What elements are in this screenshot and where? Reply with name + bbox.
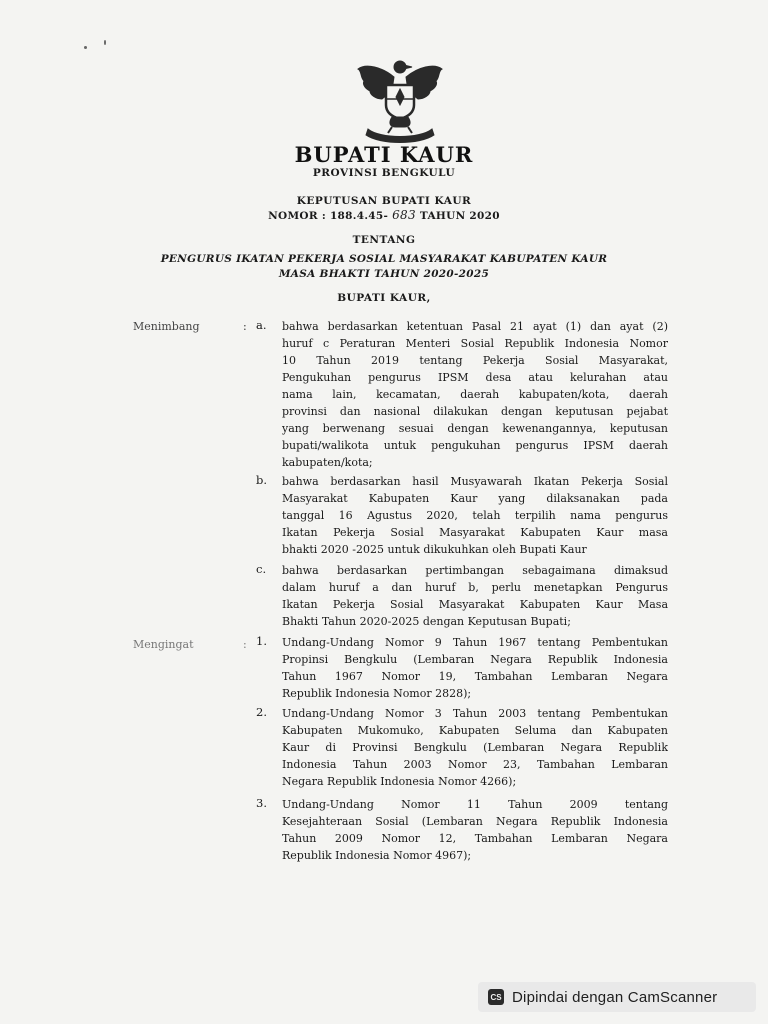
text-line: nama lain, kecamatan, daerah kabupaten/kota, daerah (282, 388, 668, 401)
text-line: Tahun 1967 Nomor 19, Tambahan Lembaran Negara (282, 670, 668, 683)
scan-speck (84, 46, 87, 49)
text-line: Republik Indonesia Nomor 2828); (282, 687, 472, 700)
regent-title: BUPATI KAUR (294, 142, 474, 167)
menimbang-colon: : (243, 320, 247, 333)
text-line: Masyarakat Kabupaten Kaur yang dilaksanakan pada (282, 492, 668, 505)
text-line: Bhakti Tahun 2020-2025 dengan Keputusan Bupati; (282, 615, 571, 628)
text-line: Ikatan Pekerja Sosial Masyarakat Kabupaten Kaur Masa (282, 598, 668, 611)
text-line: Undang-Undang Nomor 3 Tahun 2003 tentang Pembentukan (282, 707, 668, 720)
province-name: PROVINSI BENGKULU (312, 167, 456, 179)
decree-title: KEPUTUSAN BUPATI KAUR (296, 195, 472, 207)
camscanner-logo-icon: CS (488, 989, 504, 1005)
text-line: yang berwenang sesuai dengan kewenangannya, keputusan (282, 422, 668, 435)
decree-number-suffix: TAHUN 2020 (419, 210, 500, 222)
text-line: Undang-Undang Nomor 11 Tahun 2009 tentang (282, 798, 668, 811)
text-line: Indonesia Tahun 2003 Nomor 23, Tambahan Lembaran (282, 758, 668, 771)
text-line: Propinsi Bengkulu (Lembaran Negara Republik Indonesia (282, 653, 668, 666)
text-line: bahwa berdasarkan hasil Musyawarah Ikatan Pekerja Sosial (282, 475, 668, 488)
issuer-line: BUPATI KAUR, (337, 292, 431, 304)
text-line: bupati/walikota untuk pengukuhan pengurus IPSM daerah (282, 439, 668, 452)
camscanner-watermark (478, 982, 756, 1012)
text-line: kabupaten/kota; (282, 456, 373, 469)
item-marker: 3. (256, 796, 267, 810)
text-line: Pengukuhan pengurus IPSM desa atau kelurahan atau (282, 371, 668, 384)
scan-speck (104, 40, 106, 45)
text-line: tanggal 16 Agustus 2020, telah terpilih nama pengurus (282, 509, 668, 522)
text-line: 10 Tahun 2019 tentang Pekerja Sosial Masyarakat, (282, 354, 668, 367)
decree-number (0, 208, 768, 222)
text-line: bahwa berdasarkan pertimbangan sebagaimana dimaksud (282, 564, 668, 577)
text-line: Tahun 2009 Nomor 12, Tambahan Lembaran Negara (282, 832, 668, 845)
text-line: huruf c Peraturan Menteri Sosial Republik Indonesia Nomor (282, 337, 668, 350)
tentang-heading: TENTANG (352, 234, 416, 246)
text-line: Kaur di Provinsi Bengkulu (Lembaran Negara Republik (282, 741, 668, 754)
text-line: dalam huruf a dan huruf b, perlu menetapkan Pengurus (282, 581, 668, 594)
garuda-emblem-icon (352, 55, 448, 143)
mengingat-label: Mengingat (133, 638, 194, 651)
text-line: Negara Republik Indonesia Nomor 4266); (282, 775, 517, 788)
text-line: Ikatan Pekerja Sosial Masyarakat Kabupaten Kaur masa (282, 526, 668, 539)
mengingat-colon: : (243, 638, 247, 651)
subject-line-2: MASA BHAKTI TAHUN 2020-2025 (278, 268, 490, 280)
text-line: bhakti 2020 -2025 untuk dikukuhkan oleh Bupati Kaur (282, 543, 587, 556)
text-line: Republik Indonesia Nomor 4967); (282, 849, 472, 862)
text-line: Kabupaten Mukomuko, Kabupaten Seluma dan Kabupaten (282, 724, 668, 737)
text-line: bahwa berdasarkan ketentuan Pasal 21 ayat (1) dan ayat (2) (282, 320, 668, 333)
item-marker: c. (256, 562, 267, 576)
item-marker: 1. (256, 634, 267, 648)
item-marker: a. (256, 318, 267, 332)
item-marker: b. (256, 473, 268, 487)
text-line: provinsi dan nasional dilakukan dengan keputusan pejabat (282, 405, 668, 418)
camscanner-text: Dipindai dengan CamScanner (512, 988, 718, 1006)
text-line: Undang-Undang Nomor 9 Tahun 1967 tentang Pembentukan (282, 636, 668, 649)
item-marker: 2. (256, 705, 267, 719)
decree-number-prefix: NOMOR : 188.4.45- (268, 210, 389, 222)
menimbang-label: Menimbang (133, 320, 200, 333)
subject-line-1: PENGURUS IKATAN PEKERJA SOSIAL MASYARAKAT KABUPATEN KAUR (160, 253, 608, 265)
text-line: Kesejahteraan Sosial (Lembaran Negara Republik Indonesia (282, 815, 668, 828)
decree-number-handwritten: 683 (392, 208, 416, 222)
